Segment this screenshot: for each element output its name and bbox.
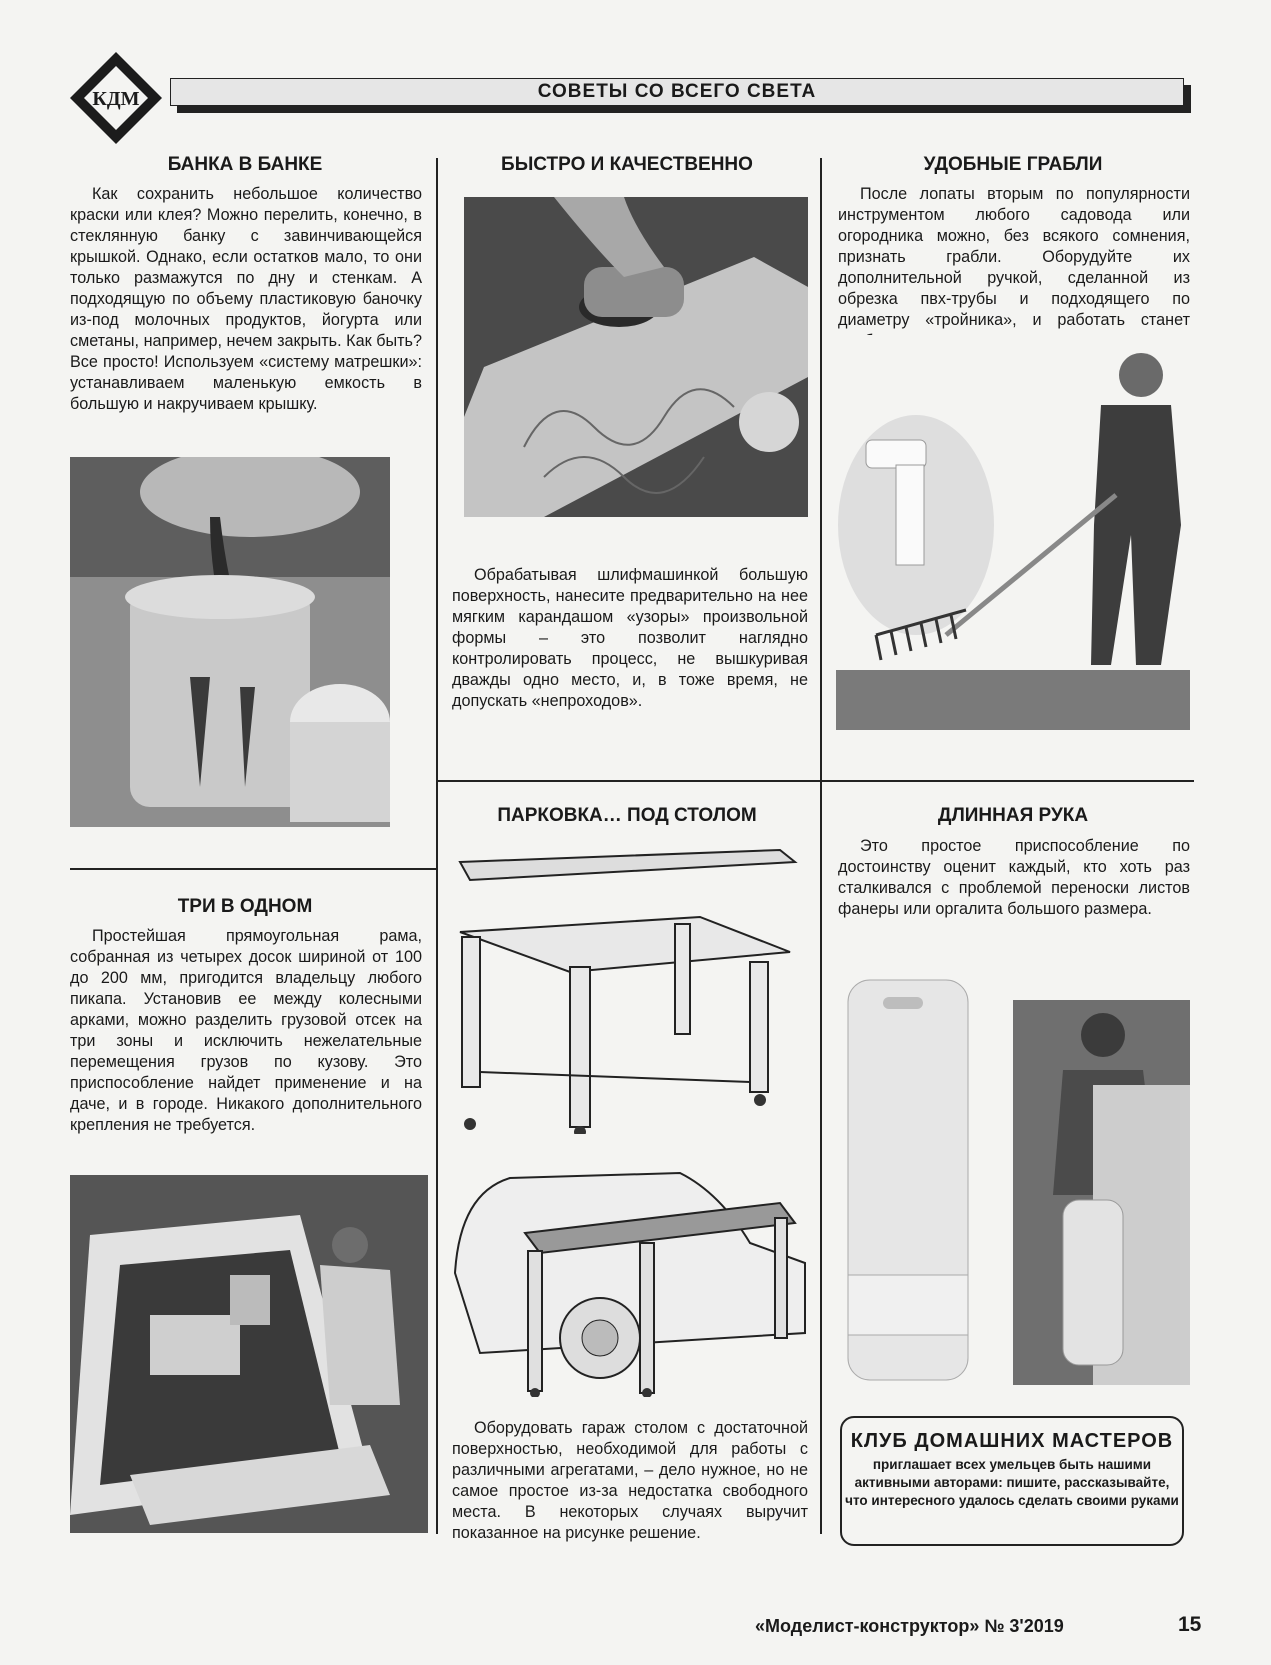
photo-long-arm-carrier [838,975,1190,1395]
row-divider-left [70,868,436,870]
section-header [170,78,1184,106]
club-title: КЛУБ ДОМАШНИХ МАСТЕРОВ [850,1430,1174,1452]
page-number: 15 [1178,1613,1202,1636]
article-title-banka: БАНКА В БАНКЕ [167,154,323,175]
magazine-logo [68,50,164,146]
article-text-parkovka: Оборудовать гараж столом с достаточной поверхностью, необходимой для работы с различными агрегатами, – дело нужное, но не самое простое из-за недостатка свободного места. В некоторых случаях выручит показанное на рисунке решение. [452,1419,808,1542]
article-title-tri: ТРИ В ОДНОМ [177,896,313,917]
photo-jar-in-jar [70,457,390,827]
article-title-grabli: УДОБНЫЕ ГРАБЛИ [923,154,1103,175]
article-title-parkovka: ПАРКОВКА… ПОД СТОЛОМ [497,805,757,826]
column-divider-left [436,158,438,1534]
footer-magazine: «Моделист-конструктор» № 3'2019 [755,1616,1064,1636]
article-title-bystro: БЫСТРО И КАЧЕСТВЕННО [501,154,753,175]
row-divider-middle [436,780,820,782]
article-text-ruka: Это простое приспособление по достоинству оценит каждый, кто хоть раз сталкивался с проблемой переноски листов фанеры или оргалита большого размера. [838,837,1190,918]
article-text-tri: Простейшая прямоугольная рама, собранная из четырех досок шириной от 100 до 200 мм, пригодится владельцу любого пикапа. Установив ее между колесными арками, можно разделить грузовой отсек на три зоны и исключить нежелательные перемещения грузов по кузову. Это приспособление найдет применение и на даче, и в городе. Никакого дополнительного крепления не требуется. [70,927,422,1134]
logo-text: КДМ [92,88,140,110]
row-divider-right [820,780,1194,782]
club-box [840,1416,1184,1546]
drawing-table-frame [450,842,815,1134]
article-text-banka: Как сохранить небольшое количество краски или клея? Можно перелить, конечно, в стеклянную банку с завинчивающейся крышкой. Однако, если остатков мало, то они только размажутся по дну и стенкам. А подходящую по объему пластиковую баночку из-под молочных продуктов, йогурта или сметаны, например, нечем закрыть. Как быть? Все просто! Используем «систему матрешки»: устанавливаем маленькую емкость в большую и накручиваем крышку. [70,185,422,413]
section-title: СОВЕТЫ СО ВСЕГО СВЕТА [537,81,817,102]
photo-pickup-truck [70,1175,428,1533]
photo-sander [464,197,808,517]
column-divider-right [820,158,822,1534]
article-text-bystro: Обрабатывая шлифмашинкой большую поверхность, нанесите предварительно на нее мягким карандашом «узоры» произвольной формы – это позволит наглядно контролировать процесс, не вышкуривая дважды одно место, и, в тоже время, не допускать «непроходов». [452,566,808,710]
drawing-car-under-table [450,1163,812,1397]
photo-rake [836,335,1190,730]
article-title-ruka: ДЛИННАЯ РУКА [937,805,1089,826]
article-text-grabli: После лопаты вторым по популярности инструментом любого садовода или огородника можно, без всякого сомнения, признать грабли. Оборудуйте их дополнительной ручкой, сделанной из обрезка пвх-трубы и подходящего по диаметру «тройника», и работать станет [838,185,1190,329]
club-text: приглашает всех умельцев быть нашими активными авторами: пишите, рассказывайте, что интересного удалось сделать своими руками [845,1457,1179,1508]
